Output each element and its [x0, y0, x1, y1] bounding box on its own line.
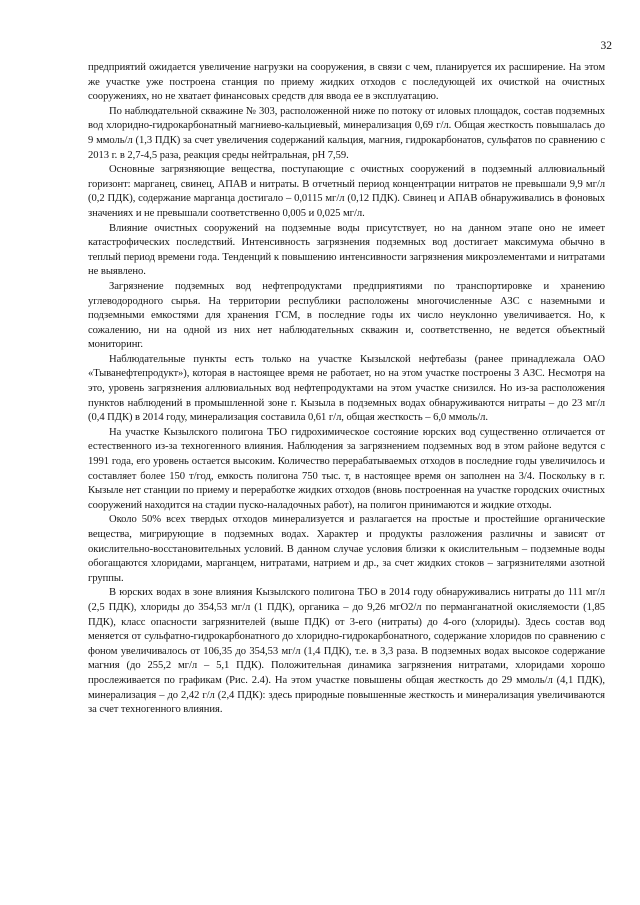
paragraph-1: предприятий ожидается увеличение нагрузки на сооружения, в связи с чем, планируется их расширение. На этом же участке уже построена станция по приему жидких отходов с последующей их очисткой на очистных сооружениях, но не хватает финансовых средств для ввода ее в эксплуатацию. [88, 62, 605, 103]
paragraph-7: На участке Кызылского полигона ТБО гидрохимическое состояние юрских вод существенно отличается от естественного из-за техногенного влияния. Наблюдения за загрязнением подземных вод в этом районе ведутся с 1991 года, его уровень остается высоким. Количество перерабатываемых отходов в последние годы увеличилось и составляет более 150 т/год, емкость полигона 750 тыс. т, в настоящее время он заполнен на 3/4. Поскольку в г. Кызыле нет станции по приему и переработке жидких отходов (вновь построенная на участке городских очистных сооружений находится на стадии пуско-наладочных работ), на полигон принимаются и жидкие отходы. [88, 426, 605, 511]
paragraph-9: В юрских водах в зоне влияния Кызылского полигона ТБО в 2014 году обнаруживались нитраты до 111 мг/л (2,5 ПДК), хлориды до 354,53 мг/л (1 ПДК), органика – до 9,26 мгО2/л по перманганатной окисляемости (1,85 ПДК), класс опасности загрязнителей (выше ПДК) от 3-его (нитраты) до 4-ого (хлориды). Здесь состав вод меняется от сульфатно-гидрокарбонатного до хлоридно-гидрокарбонатного, содержание хлоридов по сравнению с фоном увеличивалось от 106,35 до 354,53 мг/л (1,4 ПДК), т.е. в 3,3 раза. В подземных водах высокое содержание магния (до 255,2 мг/л – 5,1 ПДК). Положительная динамика загрязнения нитратами, хлоридами хорошо прослеживается по графикам (Рис. 2.4). На этом участке повышены общая жесткость до 29 ммоль/л (4,1 ПДК), минерализация – до 2,42 г/л (2,4 ПДК): здесь природные повышенные жесткость и минерализация увеличиваются за счет техногенного влияния. [88, 587, 605, 716]
body-text [88, 61, 605, 718]
paragraph-5: Загрязнение подземных вод нефтепродуктами предприятиями по транспортировке и хранению углеводородного сырья. На территории республики расположены многочисленные АЗС с наземными и подземными емкостями для хранения ГСМ, в последние годы их число неуклонно увеличивается. Но, к сожалению, ни на одной из них нет наблюдательных скважин и, соответственно, не ведется объектный мониторинг. [88, 280, 605, 351]
paragraph-4: Влияние очистных сооружений на подземные воды присутствует, но на данном этапе оно не имеет катастрофических последствий. Интенсивность загрязнения подземных вод достигает максимума обычно в теплый период времени года. Тенденций к повышению интенсивности загрязнения микроэлементами и нитратами не выявлено. [88, 222, 605, 278]
paragraph-2: По наблюдательной скважине № 303, расположенной ниже по потоку от иловых площадок, состав подземных вод хлоридно-гидрокарбонатный магниево-кальциевый, минерализация 0,69 г/л. Общая жесткость повышалась до 9 ммоль/л (1,3 ПДК) за счет увеличения содержаний кальция, магния, гидрокарбонатов, сульфатов по сравнению с 2013 г. в 2,7-4,5 раза, реакция среды нейтральная, pH 7,59. [88, 105, 605, 161]
paragraph-3: Основные загрязняющие вещества, поступающие с очистных сооружений в подземный аллювиальный горизонт: марганец, свинец, АПАВ и нитраты. В отчетный период концентрации нитратов не превышали 9,9 мг/л (0,2 ПДК), содержание марганца достигало – 0,0115 мг/л (0,12 ПДК). Свинец и АПАВ обнаруживались в фоновых значениях и не превышали соответственно 0,005 и 0,025 мг/л. [88, 164, 605, 219]
paragraph-6: Наблюдательные пункты есть только на участке Кызылской нефтебазы (ранее принадлежала ОАО «Тыванефтепродукт»), которая в настоящее время не работает, но на этом участке построены 3 АЗС. Несмотря на это, уровень загрязнения аллювиальных вод нефтепродуктами на этом участке снизился. Но из-за расположения пунктов наблюдений в промышленной зоне г. Кызыла в подземных водах обнаруживаются нитраты – до 23 мг/л (0,4 ПДК) в 2014 году, минерализация составила 0,61 г/л, общая жесткость – 6,0 ммоль/л. [88, 353, 605, 424]
paragraph-8: Около 50% всех твердых отходов минерализуется и разлагается на простые и простейшие органические вещества, мигрирующие в подземных водах. Характер и продукты разложения различны и зависят от окислительно-восстановительных условий. В данном случае условия близки к окислительным – подземные воды обогащаются хлоридами, марганцем, нитратами, натрием и др., за счет жидких стоков – загрязнителями азотной группы. [88, 514, 605, 584]
page-number: 32 [600, 40, 612, 52]
